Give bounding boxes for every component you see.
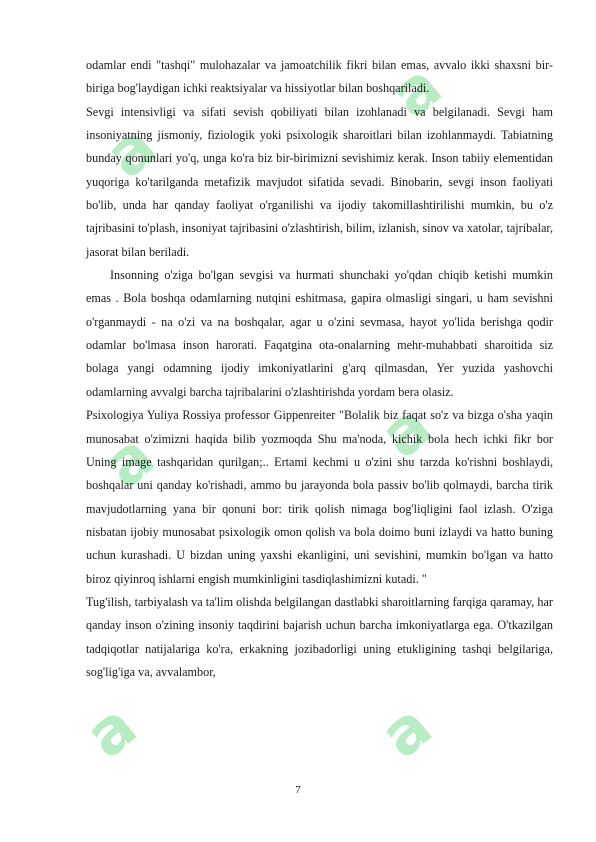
paragraph: Psixologiya Yuliya Rossiya professor Gippenreiter "Bolalik biz faqat so'z va bizga o'sha yaqin munosabat o'zimizni haqida bilib yozmoqda Shu ma'noda, kichik bola hech ichki fikr bor Uning image tashqaridan qurilgan;.. Ertami kechmi u o'zini shu tarzda ko'rishni boshlaydi, boshqalar uni qanday ko'rishadi, ammo bu jarayonda bola passiv bo'lib qolmaydi, barcha tirik mavjudotlarning yana bir qonuni bor: tirik qolish nimaga bog'liqligini faol izlash. O'ziga nisbatan ijobiy munosabat psixologik omon qolish va bola doimo buni izlaydi va hatto buning uchun kurashadi. U bizdan uning yaxshi ekanligini, uni sevishini, mumkin bo'lgan va hatto biroz qiyinroq ishlarni engish mumkinligini tasdiqlashimizni kutadi. " [86, 408, 553, 586]
paragraph: Tug'ilish, tarbiyalash va ta'lim olishda belgilangan dastlabki sharoitlarning farqiga qaramay, har qanday inson o'zining insoniy taqdirini bajarish uchun barcha imkoniyatlarga ega. O'tkazilgan tadqiqotlar natijalariga ko'ra, erkakning jozibadorligi uning etukligining tashqi belgilariga, sog'lig'iga va, avvalambor, [86, 594, 553, 679]
paragraph: Insonning o'ziga bo'lgan sevgisi va hurmati shunchaki yo'qdan chiqib ketishi mumkin emas . Bola boshqa odamlarning nutqini eshitmasa, gapira olmasligi singari, u ham sevishni o'rganmaydi - na o'zi va na boshqalar, agar u o'zini sevmasa, hayot yo'lida berishga qodir odamlar bo'lmasa inson harorati. Faqatgina ota-onalarning mehr-muhabbati sharoitida siz bolaga yangi odamning ijodiy imkoniyatlarini g'arq qilmasdan, Yer yuzida yashovchi odamlarning avvalgi barcha tajribalarini o'zlashtirishda yordam bera olasiz. [86, 268, 553, 399]
watermark-letter: a [366, 389, 446, 473]
watermark-letter: a [71, 689, 151, 773]
watermark-letter: a [376, 49, 456, 133]
watermark-letter: a [89, 419, 169, 503]
watermark-letter: a [366, 689, 446, 773]
page-number: 7 [295, 784, 301, 796]
paragraph: Sevgi intensivligi va sifati sevish qobiliyati bilan izohlanadi va belgilanadi. Sevgi ham insoniyatning jismoniy, fiziologik yoki psixologik sharoitlari bilan izohlanmaydi. Tabiatning bunday qonunlari yo'q, unga ko'ra biz bir-birimizni sevishimiz kerak. Inson tabiiy elementidan yuqoriga ko'tarilganda metafizik mavjudot sifatida sevadi. Binobarin, sevgi inson faoliyati bo'lib, unda har qanday faoliyat o'rganilishi va ijodiy takomillashtirilishi mumkin, bu o'z tajribasini to'plash, insoniyat tajribasini o'zlashtirish, bilim, izlanish, sinov va xatolar, tajribalar, jasorat bilan beriladi. [86, 104, 553, 259]
paragraph: odamlar endi "tashqi" mulohazalar va jamoatchilik fikri bilan emas, avvalo ikki shaxsni bir-biriga bog'laydigan ichki reaktsiyalar va hissiyotlar bilan boshqariladi. [86, 58, 553, 96]
body-text [86, 49, 553, 684]
watermark-letter: a [91, 109, 171, 193]
